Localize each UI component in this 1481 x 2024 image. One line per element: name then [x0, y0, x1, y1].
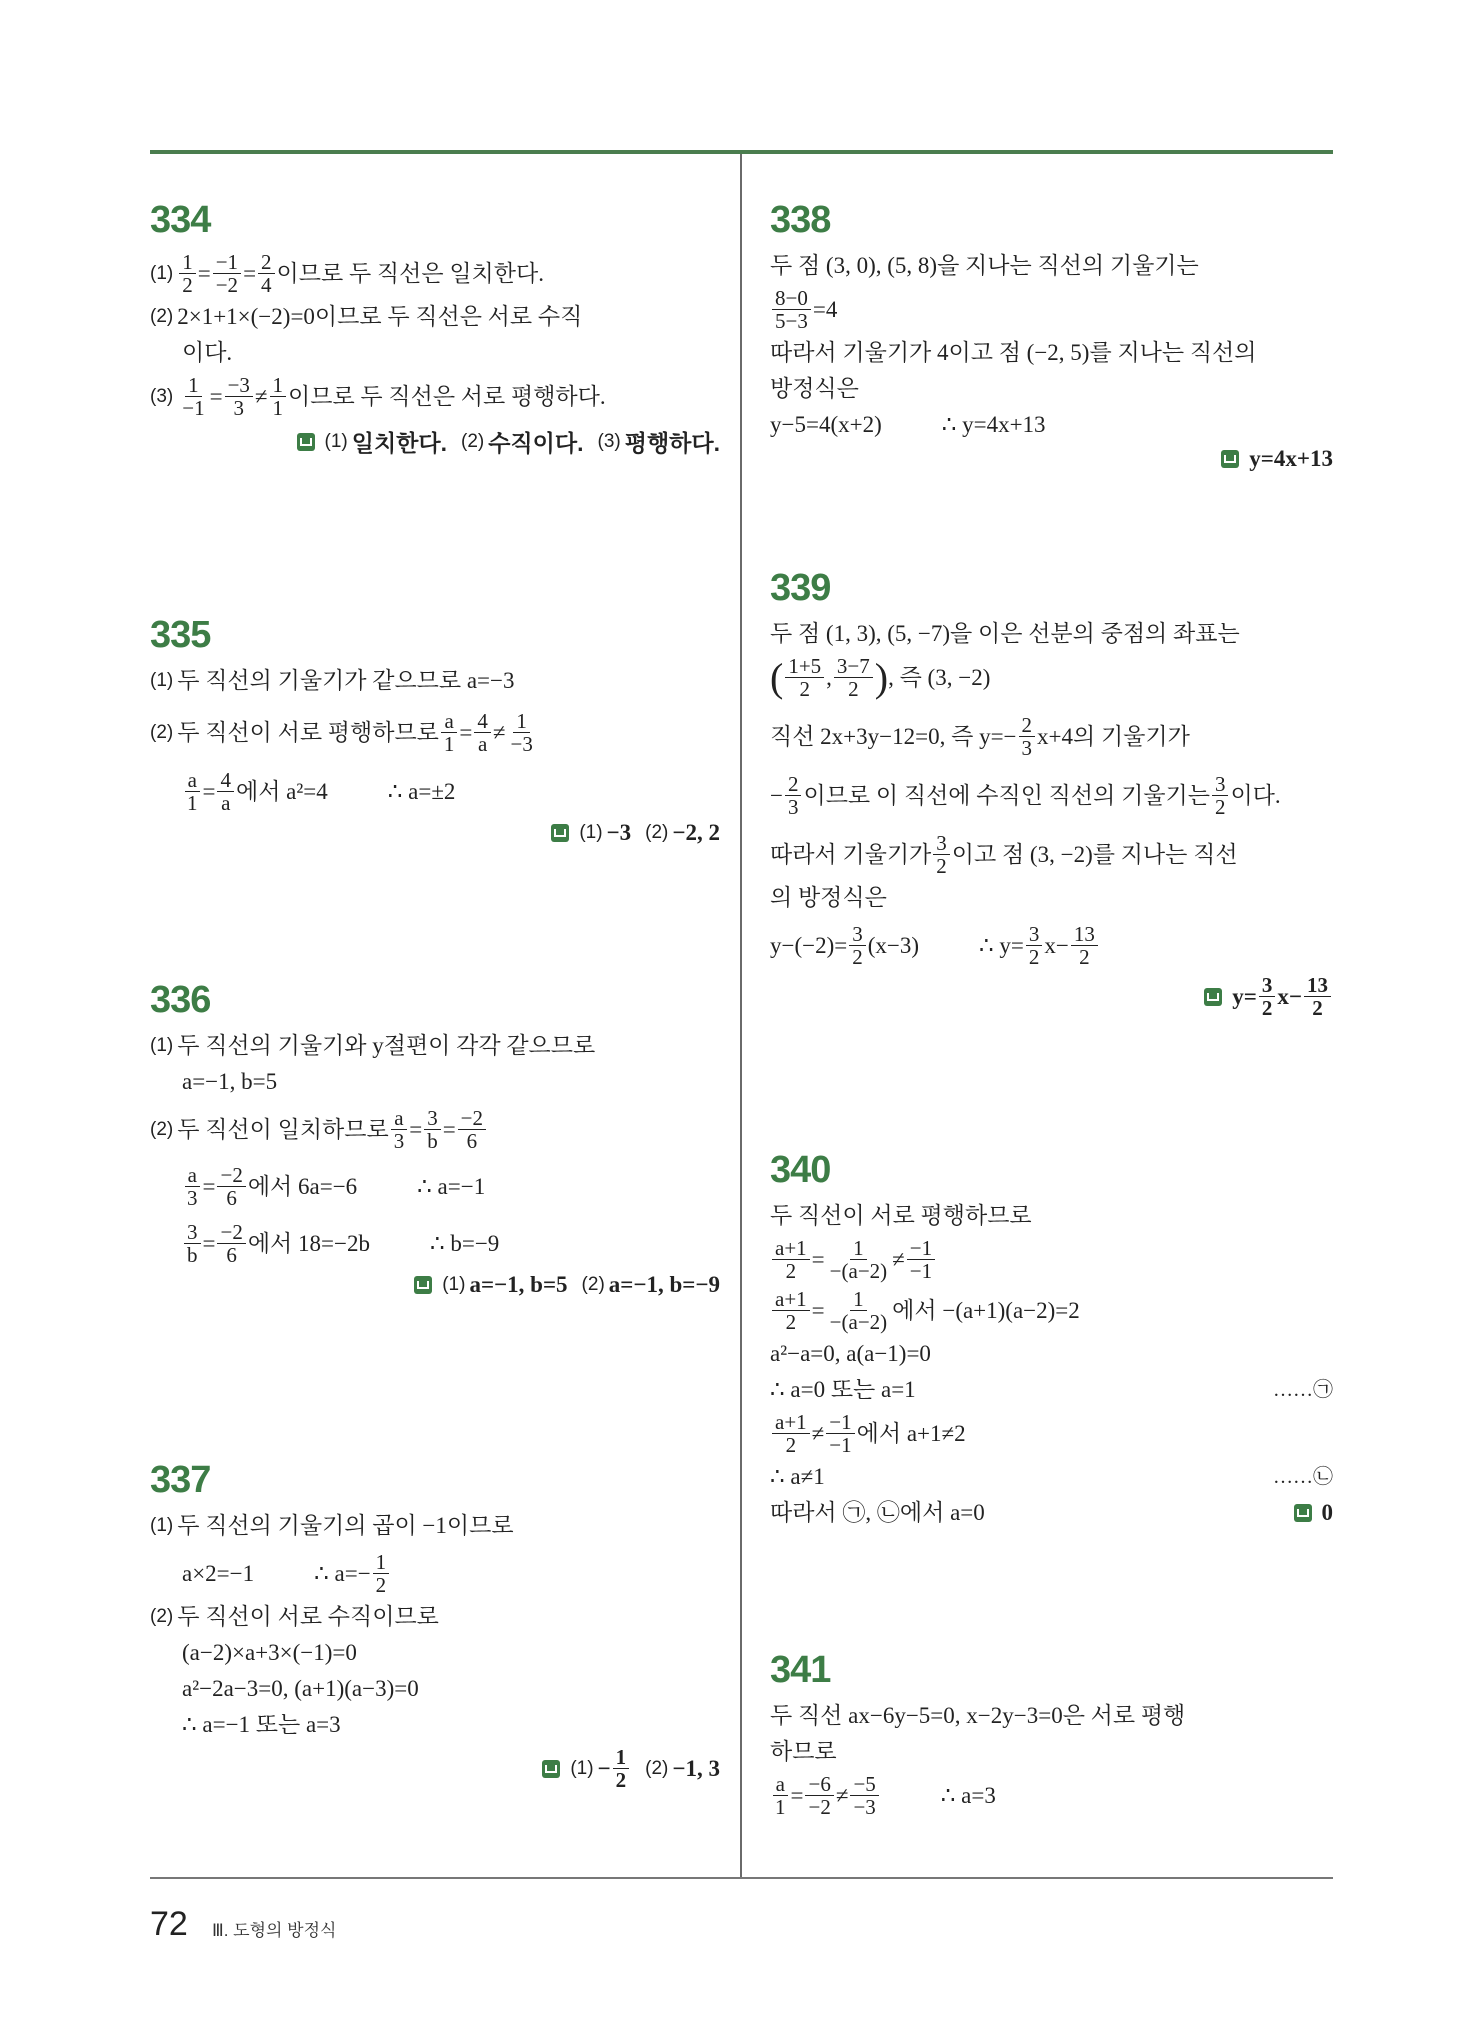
problem-335 [150, 610, 720, 846]
fraction: $\frac{13}{2}$ [1304, 974, 1331, 1019]
answer-badge-icon [297, 433, 315, 451]
fraction: $\frac{-3}{3}$ [225, 374, 253, 419]
fraction: $\frac{1}{-1}$ [182, 373, 205, 420]
answer-text: 일치한다. [351, 430, 447, 456]
part-label: (2) [645, 822, 669, 843]
solution-text: x− [1044, 932, 1069, 958]
fraction: $\frac{-2}{6}$ [217, 1221, 245, 1266]
solution-text: =4 [812, 296, 838, 322]
solution-text: y−(−2)= [770, 932, 848, 958]
problem-340 [770, 1145, 1333, 1534]
operator: = [197, 260, 211, 286]
solution-line [770, 619, 1333, 649]
problem-341 [770, 1645, 1333, 1824]
problem-number: 335 [150, 614, 211, 656]
operator: = [243, 260, 257, 286]
part-label: (2) [581, 1274, 605, 1295]
fraction: $\frac{a+1}{2}$ [772, 1237, 810, 1282]
page-number: 72 [150, 1905, 188, 1943]
solution-text: 에서 −(a+1)(a−2)=2 [892, 1297, 1080, 1323]
solution-text: 의 방정식은 [770, 885, 887, 910]
solution-line [770, 883, 1333, 913]
equation-marker: ……㉠ [1273, 1379, 1333, 1401]
fraction: $\frac{3-7}{2}$ [834, 655, 873, 700]
solution-line [770, 1411, 1333, 1456]
fraction: $\frac{1}{2}$ [179, 251, 196, 296]
answer-text: y=4x+13 [1249, 446, 1333, 471]
solution-text: 에서 a+1≠2 [856, 1420, 966, 1446]
solution-line [770, 655, 1333, 700]
solution-line [150, 710, 720, 755]
solution-line [150, 1511, 720, 1541]
part-label: (1) [579, 822, 603, 843]
operator: ≠ [892, 1246, 905, 1272]
answer-text: 평행하다. [624, 430, 720, 456]
operator: ≠ [492, 719, 506, 745]
answer-text: 수직이다. [488, 430, 584, 456]
solution-line [770, 832, 1333, 877]
solution-line [150, 1674, 720, 1704]
part-label: (2) [150, 721, 174, 743]
part-label: (2) [150, 1606, 174, 1627]
fraction: $\frac{1+5}{2}$ [785, 655, 824, 700]
fraction: $\frac{3}{2}$ [849, 923, 866, 968]
problem-339 [770, 563, 1333, 1019]
solution-line [150, 1031, 720, 1061]
solution-text: 이다. [182, 340, 233, 365]
solution-text: 이므로 두 직선은 서로 평행하다. [288, 383, 606, 409]
result-text: ∴ y=4x+13 [941, 412, 1046, 437]
solution-text: 두 직선이 서로 평행하므로 [177, 719, 439, 745]
solution-line [150, 1164, 720, 1209]
fraction: $\frac{1}{-3}$ [510, 709, 533, 756]
solution-line [770, 1462, 1333, 1492]
solution-text: 두 직선의 기울기가 같으므로 a=−3 [177, 668, 515, 693]
part-label: (1) [324, 430, 348, 452]
answer [150, 820, 720, 846]
answer-text: −1, 3 [672, 1755, 720, 1781]
fraction: $\frac{-6}{-2}$ [805, 1773, 833, 1818]
fraction: $\frac{a+1}{2}$ [772, 1411, 810, 1456]
problem-number: 341 [770, 1649, 831, 1691]
solution-text: 따라서 기울기가 4이고 점 (−2, 5)를 지나는 직선의 [770, 340, 1257, 365]
fraction: $\frac{a}{3}$ [391, 1107, 408, 1152]
result-text: ∴ a=±2 [387, 778, 456, 804]
fraction: $\frac{3}{b}$ [184, 1221, 201, 1266]
fraction: $\frac{1}{-(a-2)}$ [829, 1236, 888, 1283]
solution-text: 두 직선이 서로 수직이므로 [177, 1604, 439, 1629]
fraction: $\frac{3}{b}$ [424, 1107, 441, 1152]
fraction: $\frac{-2}{6}$ [458, 1107, 486, 1152]
answer [150, 425, 720, 458]
solution-line [770, 1737, 1333, 1767]
answer-text: 0 [1321, 1500, 1333, 1525]
problem-number: 338 [770, 199, 831, 241]
result-text: ∴ a=3 [940, 1782, 996, 1808]
solution-text: 에서 a²=4 [235, 778, 328, 804]
solution-line [150, 1107, 720, 1152]
operator: − [770, 782, 783, 808]
solution-text: 이므로 이 직선에 수직인 직선의 기울기는 [803, 782, 1210, 808]
solution-line [150, 251, 720, 296]
solution-text: 따라서 기울기가 [770, 841, 932, 867]
solution-text: 에서 18=−2b [247, 1230, 370, 1256]
fraction: $\frac{-1}{-2}$ [213, 251, 241, 296]
solution-text: 에서 6a=−6 [247, 1173, 358, 1199]
answer-badge-icon [414, 1276, 432, 1294]
solution-text: 따라서 ㉠, ㉡에서 a=0 [770, 1500, 985, 1525]
answer [150, 1272, 720, 1298]
solution-line [150, 338, 720, 368]
solution-line [150, 666, 720, 696]
solution-line [770, 1498, 1333, 1528]
solution-text: 이므로 두 직선은 일치한다. [276, 260, 544, 286]
part-label: (1) [150, 262, 174, 284]
operator: = [811, 1297, 825, 1323]
solution-line [770, 374, 1333, 404]
solution-text: 방정식은 [770, 376, 859, 401]
operator: = [442, 1116, 456, 1142]
fraction: $\frac{8-0}{5-3}$ [772, 287, 811, 332]
part-label: (2) [645, 1757, 669, 1779]
chapter-title: Ⅲ. 도형의 방정식 [212, 1921, 337, 1940]
solution-line [770, 773, 1333, 818]
solution-text: , 즉 (3, −2) [888, 664, 991, 690]
fraction: $\frac{3}{2}$ [1212, 773, 1229, 818]
result-text: ∴ a=− [314, 1560, 371, 1586]
solution-line [150, 1067, 720, 1097]
part-label: (2) [150, 306, 174, 327]
solution-line [150, 1602, 720, 1632]
answer-text: − [597, 1755, 611, 1781]
operator: = [459, 719, 473, 745]
answer-text: a=−1, b=5 [469, 1272, 568, 1297]
solution-text: x+4의 기울기가 [1037, 723, 1190, 749]
answer-text: y= [1232, 983, 1257, 1009]
fraction: $\frac{1}{2}$ [373, 1551, 390, 1596]
solution-text: 두 점 (3, 0), (5, 8)을 지나는 직선의 기울기는 [770, 253, 1199, 278]
solution-line [150, 1221, 720, 1266]
operator: ≠ [811, 1420, 825, 1446]
solution-line [770, 1339, 1333, 1369]
operator: = [409, 1116, 423, 1142]
solution-text: y−5=4(x+2) [770, 412, 882, 437]
fraction: $\frac{4}{a}$ [217, 769, 234, 814]
operator: ≠ [835, 1782, 849, 1808]
problem-338 [770, 195, 1333, 472]
solution-line [770, 410, 1333, 440]
part-label: (3) [597, 430, 621, 452]
fraction: $\frac{1}{1}$ [270, 374, 287, 419]
fraction: $\frac{a+1}{2}$ [772, 1288, 810, 1333]
solution-line [150, 1638, 720, 1668]
solution-line [150, 374, 720, 419]
fraction: $\frac{1}{-(a-2)}$ [829, 1287, 888, 1334]
solution-line [770, 1701, 1333, 1731]
problem-336 [150, 975, 720, 1298]
solution-text: a=−1, b=5 [182, 1069, 278, 1094]
solution-text: a²−2a−3=0, (a+1)(a−3)=0 [182, 1676, 419, 1701]
fraction: $\frac{4}{a}$ [474, 710, 491, 755]
problem-number: 339 [770, 567, 831, 609]
fraction: $\frac{-5}{-3}$ [850, 1773, 878, 1818]
part-label: (2) [461, 430, 485, 452]
problem-number: 334 [150, 199, 211, 241]
part-label: (2) [150, 1118, 174, 1140]
solution-line [770, 1773, 1333, 1818]
solution-line [770, 923, 1333, 968]
part-label: (1) [150, 1035, 174, 1056]
fraction: $\frac{3}{2}$ [1259, 974, 1276, 1019]
result-text: ∴ y= [979, 932, 1024, 958]
problem-number: 337 [150, 1459, 211, 1501]
solution-line [770, 1288, 1333, 1333]
operator: = [790, 1782, 804, 1808]
answer-badge-icon [1294, 1504, 1312, 1522]
fraction: $\frac{-2}{6}$ [217, 1164, 245, 1209]
answer-text: a=−1, b=−9 [608, 1272, 720, 1297]
solution-text: ∴ a=0 또는 a=1 [770, 1377, 916, 1402]
solution-text: 2×1+1×(−2)=0이므로 두 직선은 서로 수직 [177, 304, 583, 329]
answer [150, 1746, 720, 1791]
bottom-rule [150, 1877, 1333, 1879]
answer-text: −3 [606, 820, 632, 845]
fraction: $\frac{a}{1}$ [772, 1773, 789, 1818]
fraction: $\frac{2}{3}$ [1019, 714, 1036, 759]
solution-line [150, 769, 720, 814]
solution-text: 두 점 (1, 3), (5, −7)을 이은 선분의 중점의 좌표는 [770, 621, 1240, 646]
paren: ( [770, 654, 784, 700]
solution-text: (a−2)×a+3×(−1)=0 [182, 1640, 357, 1665]
solution-line [770, 1375, 1333, 1405]
part-label: (1) [570, 1757, 594, 1779]
answer-text: −2, 2 [672, 820, 720, 845]
fraction: $\frac{1}{2}$ [613, 1746, 630, 1791]
operator: ≠ [254, 383, 268, 409]
fraction: $\frac{2}{4}$ [258, 251, 275, 296]
operator: = [202, 1230, 216, 1256]
solution-text: 두 직선 ax−6y−5=0, x−2y−3=0은 서로 평행 [770, 1703, 1186, 1728]
solution-text: 직선 2x+3y−12=0, 즉 y=− [770, 723, 1017, 749]
fraction: $\frac{3}{2}$ [1026, 923, 1043, 968]
solution-text: 이고 점 (3, −2)를 지나는 직선 [951, 841, 1238, 867]
answer-badge-icon [1221, 450, 1239, 468]
fraction: $\frac{2}{3}$ [785, 773, 802, 818]
solution-line [770, 1201, 1333, 1231]
solution-text: 이다. [1230, 782, 1281, 808]
solution-line [150, 1551, 720, 1596]
part-label: (3) [150, 385, 174, 407]
paren: ) [874, 654, 889, 700]
problem-number: 340 [770, 1149, 831, 1191]
problem-number: 336 [150, 979, 211, 1021]
result-text: ∴ b=−9 [429, 1230, 500, 1256]
solution-text: a²−a=0, a(a−1)=0 [770, 1341, 931, 1366]
problem-337 [150, 1455, 720, 1791]
fraction: $\frac{-1}{-1}$ [907, 1237, 935, 1282]
solution-line [770, 338, 1333, 368]
solution-line [770, 251, 1333, 281]
answer [770, 974, 1333, 1019]
part-label: (1) [150, 1515, 174, 1536]
solution-text: 두 직선이 서로 평행하므로 [770, 1203, 1032, 1228]
solution-text: 하므로 [770, 1739, 837, 1764]
solution-text: 두 직선이 일치하므로 [177, 1116, 389, 1142]
solution-text: 두 직선의 기울기와 y절편이 각각 같으므로 [177, 1033, 596, 1058]
result-text: ∴ a=−1 [417, 1173, 486, 1199]
operator: = [202, 778, 216, 804]
fraction: $\frac{a}{1}$ [441, 710, 458, 755]
solution-text: 두 직선의 기울기의 곱이 −1이므로 [177, 1513, 514, 1538]
fraction: $\frac{13}{2}$ [1071, 923, 1098, 968]
fraction: $\frac{-1}{-1}$ [826, 1411, 854, 1456]
part-label: (1) [150, 670, 174, 691]
answer-badge-icon [1204, 988, 1222, 1006]
solution-text: ∴ a≠1 [770, 1464, 825, 1489]
fraction: $\frac{a}{3}$ [184, 1164, 201, 1209]
solution-line [770, 287, 1333, 332]
problem-334 [150, 195, 720, 458]
equation-marker: ……㉡ [1273, 1466, 1333, 1488]
solution-line [770, 1237, 1333, 1282]
solution-line [150, 302, 720, 332]
solution-text: a×2=−1 [182, 1560, 255, 1586]
answer-badge-icon [551, 824, 569, 842]
solution-line [770, 714, 1333, 759]
operator: = [202, 1173, 216, 1199]
operator: = [811, 1246, 825, 1272]
part-label: (1) [442, 1274, 466, 1295]
operator: = [209, 383, 223, 409]
answer [770, 446, 1333, 472]
answer-text: x− [1277, 983, 1302, 1009]
operator: , [826, 664, 832, 690]
fraction: $\frac{a}{1}$ [184, 769, 201, 814]
answer-badge-icon [542, 1760, 560, 1778]
column-divider [740, 154, 742, 1877]
fraction: $\frac{3}{2}$ [933, 832, 950, 877]
solution-text: ∴ a=−1 또는 a=3 [182, 1712, 341, 1737]
solution-text: (x−3) [867, 932, 920, 958]
solution-line [150, 1710, 720, 1740]
